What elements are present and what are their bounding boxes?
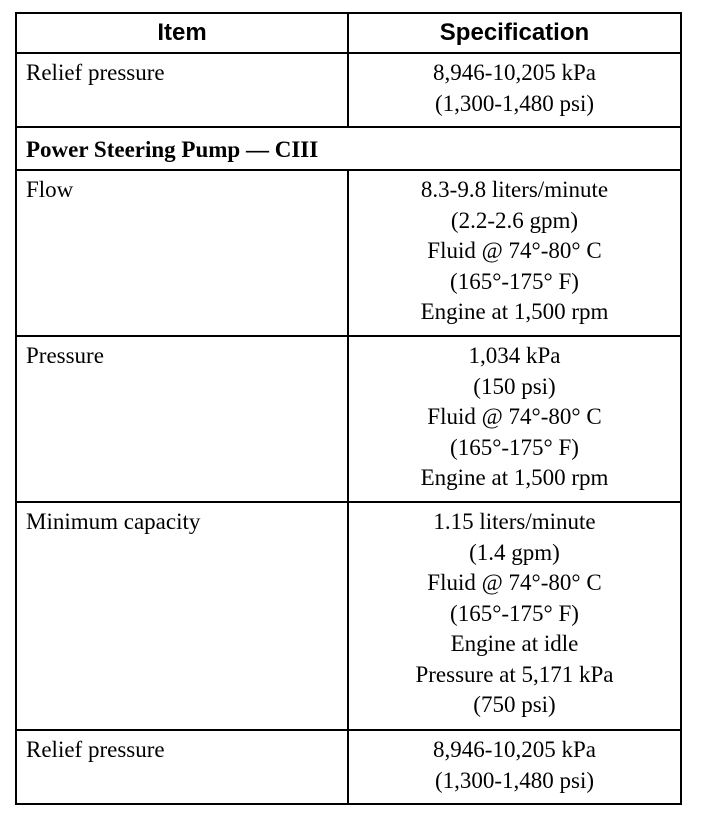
spec-line: Fluid @ 74°-80° C — [427, 404, 602, 429]
header-row — [16, 13, 681, 53]
spec-line: (2.2-2.6 gpm) — [450, 207, 579, 233]
spec-line: 1.15 liters/minute — [433, 509, 596, 534]
spec-line: Engine at 1,500 rpm — [420, 465, 609, 490]
spec-line: Fluid @ 74°-80° C — [427, 238, 602, 263]
header-item: Item — [16, 13, 348, 53]
item-cell: Relief pressure — [16, 730, 348, 804]
spec-line: Fluid @ 74°-80° C — [427, 570, 602, 595]
spec-cell — [348, 730, 681, 804]
spec-line: (1.4 gpm) — [469, 539, 560, 565]
item-cell: Pressure — [16, 336, 348, 502]
spec-line: 8.3-9.8 liters/minute — [420, 177, 609, 202]
table-row — [16, 730, 681, 804]
spec-cell — [348, 336, 681, 502]
header-specification: Specification — [348, 13, 681, 53]
spec-line: 8,946-10,205 kPa — [433, 60, 596, 85]
spec-line: Engine at idle — [450, 631, 579, 656]
spec-line: (1,300-1,480 psi) — [434, 90, 595, 116]
table-row — [16, 336, 681, 502]
spec-line: 8,946-10,205 kPa — [433, 737, 596, 762]
spec-line: (150 psi) — [473, 373, 556, 399]
spec-line: (165°-175° F) — [450, 600, 579, 626]
spec-line: Engine at 1,500 rpm — [420, 299, 609, 324]
spec-cell — [348, 170, 681, 336]
item-cell: Flow — [16, 170, 348, 336]
spec-cell — [348, 502, 681, 730]
table-row — [16, 53, 681, 127]
spec-line: (165°-175° F) — [450, 434, 579, 460]
specification-table — [15, 12, 682, 805]
spec-line: 1,034 kPa — [468, 343, 561, 368]
section-row — [16, 127, 681, 170]
item-cell: Minimum capacity — [16, 502, 348, 730]
section-heading: Power Steering Pump — CIII — [16, 127, 681, 170]
spec-cell — [348, 53, 681, 127]
table-row — [16, 170, 681, 336]
spec-line: Pressure at 5,171 kPa — [415, 661, 614, 687]
item-cell: Relief pressure — [16, 53, 348, 127]
spec-line: (750 psi) — [473, 692, 556, 717]
table-row — [16, 502, 681, 730]
spec-line: (165°-175° F) — [450, 268, 579, 294]
spec-line: (1,300-1,480 psi) — [434, 767, 595, 793]
